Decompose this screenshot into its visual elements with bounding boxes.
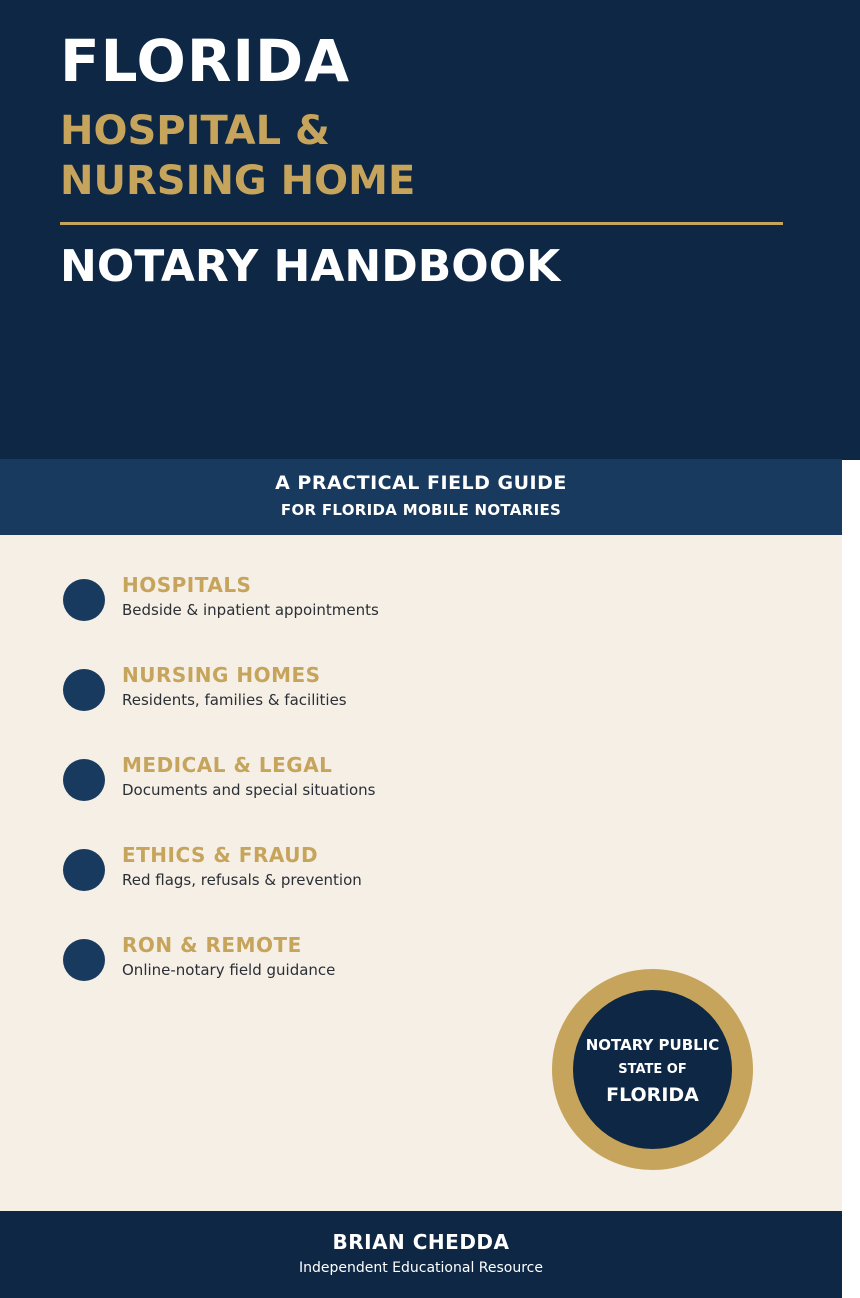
ribbon-subline: FOR FLORIDA MOBILE NOTARIES — [280, 501, 562, 519]
topic-item — [0, 535, 600, 619]
topic-title: MEDICAL & LEGAL — [122, 753, 333, 777]
seal-line-2: STATE OF — [618, 1062, 687, 1077]
topic-title: ETHICS & FRAUD — [122, 843, 319, 867]
bullet-dot-icon — [63, 849, 105, 891]
subtitle-line: NURSING HOME — [60, 158, 416, 204]
topic-item — [0, 625, 600, 709]
topic-description: Red flags, refusals & prevention — [122, 871, 362, 889]
topic-item — [0, 715, 600, 799]
handbook-title: NOTARY HANDBOOK — [60, 241, 561, 292]
topic-title: NURSING HOMES — [122, 663, 321, 687]
gold-divider — [60, 222, 783, 225]
cover-subtitle — [60, 106, 415, 206]
topic-description: Online-notary field guidance — [122, 961, 336, 979]
author-name: BRIAN CHEDDA — [332, 1230, 510, 1254]
topics-panel — [0, 535, 842, 1211]
topic-item — [0, 805, 600, 889]
topic-title: HOSPITALS — [122, 573, 252, 597]
bullet-dot-icon — [63, 939, 105, 981]
author-tagline: Independent Educational Resource — [298, 1260, 543, 1276]
bullet-dot-icon — [63, 759, 105, 801]
topic-description: Documents and special situations — [122, 781, 376, 799]
subtitle-ribbon — [0, 459, 842, 535]
seal-center — [573, 990, 732, 1149]
topic-description: Residents, families & facilities — [122, 691, 347, 709]
ribbon-headline: A PRACTICAL FIELD GUIDE — [275, 472, 567, 494]
author-footer — [0, 1211, 842, 1298]
title-band — [0, 0, 860, 460]
notary-seal — [552, 969, 753, 1170]
topic-item — [0, 895, 600, 979]
topic-description: Bedside & inpatient appointments — [122, 601, 379, 619]
bullet-dot-icon — [63, 579, 105, 621]
cover-title: FLORIDA — [60, 27, 351, 95]
subtitle-line: HOSPITAL & — [60, 108, 330, 154]
seal-line-3: FLORIDA — [606, 1084, 699, 1106]
seal-line-1: NOTARY PUBLIC — [585, 1036, 720, 1054]
bullet-dot-icon — [63, 669, 105, 711]
topic-title: RON & REMOTE — [122, 933, 302, 957]
